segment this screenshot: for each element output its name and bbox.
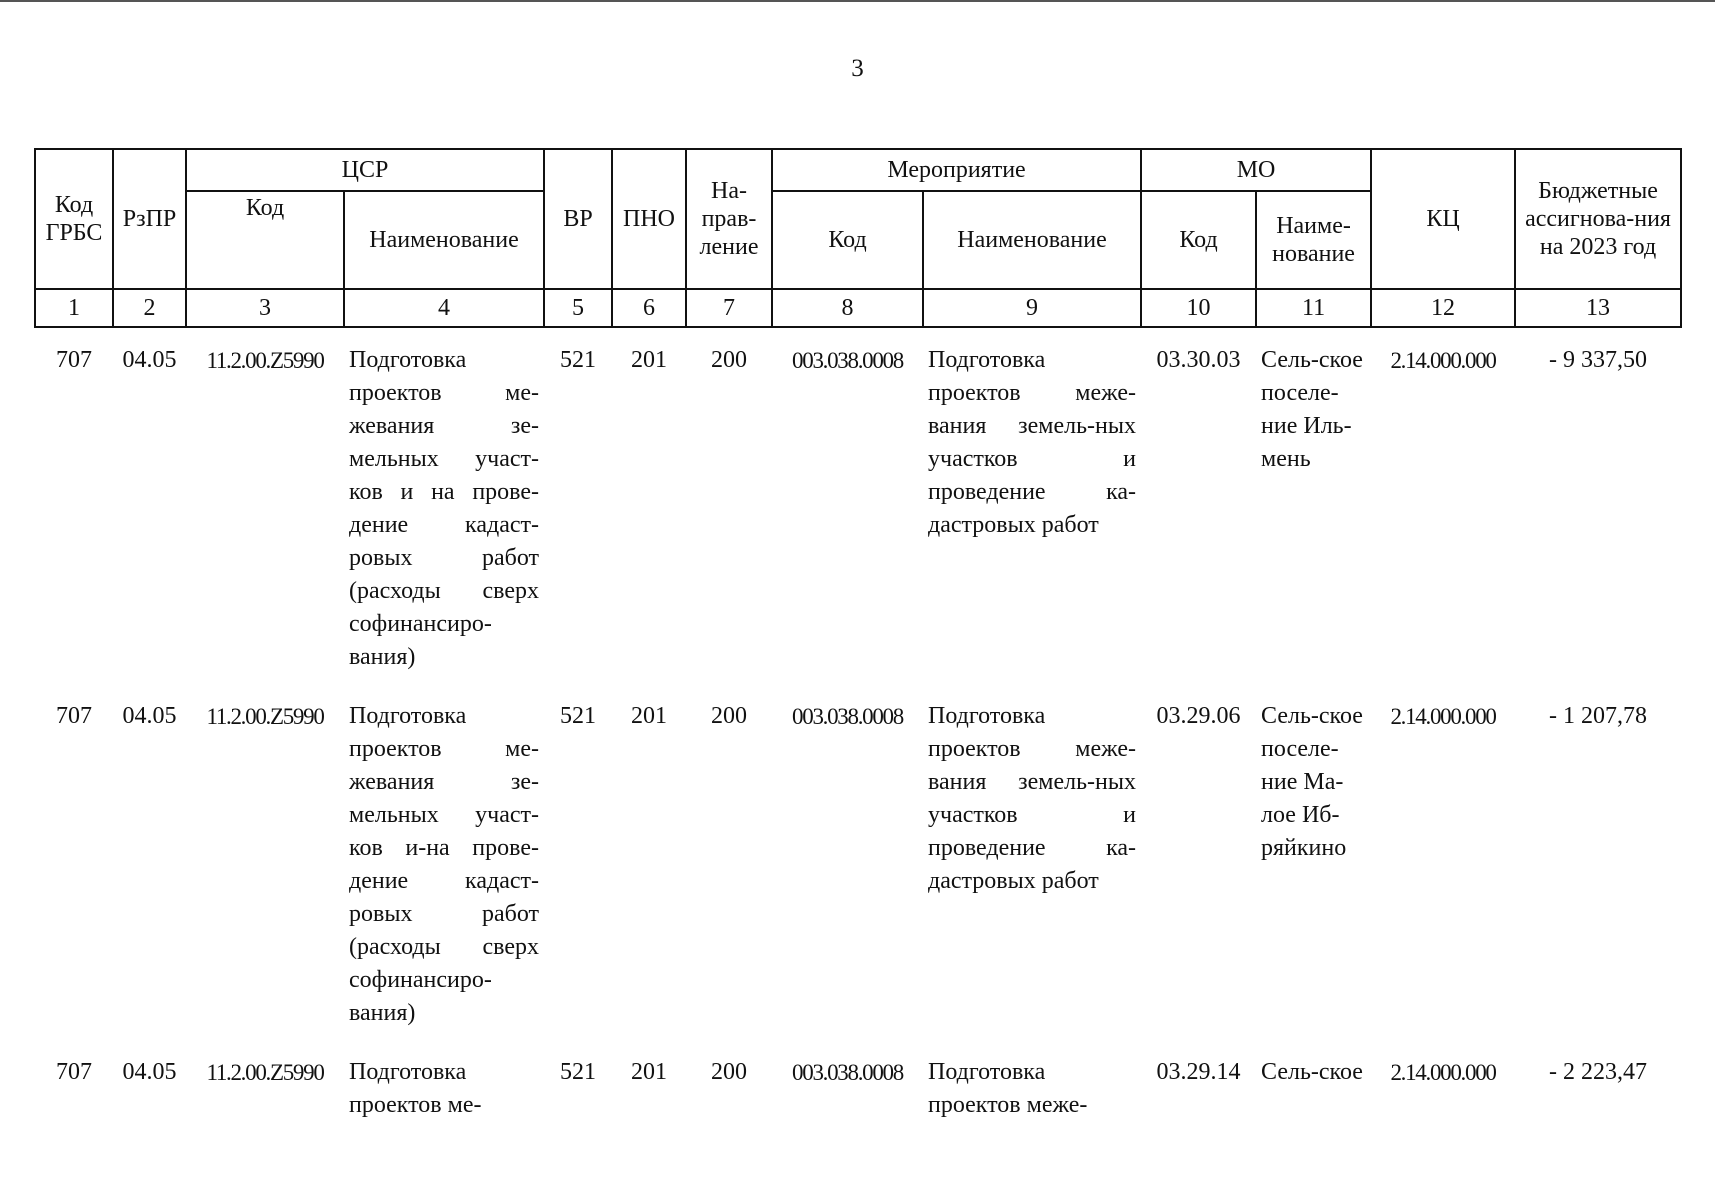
table-row — [35, 684, 1681, 1040]
header-csr-kod: Код — [186, 191, 344, 289]
cell-kc: 2.14.000.000 — [1390, 704, 1496, 729]
header-csr: ЦСР — [186, 149, 544, 191]
cell-mer-kod: 003.038.0008 — [792, 1060, 903, 1085]
column-number: 13 — [1515, 289, 1681, 327]
column-number: 11 — [1256, 289, 1371, 327]
header-rzpr: РзПР — [113, 149, 186, 289]
cell-mo-kod: 03.29.14 — [1156, 1059, 1241, 1085]
header-kc: КЦ — [1371, 149, 1515, 289]
header-vr: ВР — [544, 149, 612, 289]
cell-csr-name: Подготовка проектов ме-жевания зе-мельных участ-ков и на прове-дение кадаст-ровых работ (расходы сверх софинансиро-вания) — [349, 347, 539, 670]
column-number: 6 — [612, 289, 686, 327]
header-kod-grbs: Код ГРБС — [35, 149, 113, 289]
cell-pno: 201 — [631, 1059, 667, 1085]
column-number: 5 — [544, 289, 612, 327]
table-header-row-1 — [35, 149, 1681, 191]
page-number: 3 — [851, 55, 864, 82]
column-number: 12 — [1371, 289, 1515, 327]
cell-vr: 521 — [560, 703, 596, 729]
cell-mer-name: Подготовка проектов меже- — [928, 1059, 1088, 1118]
column-numbers-row — [35, 289, 1681, 327]
column-number: 7 — [686, 289, 772, 327]
column-number: 1 — [35, 289, 113, 327]
column-number: 8 — [772, 289, 923, 327]
column-number: 9 — [923, 289, 1141, 327]
cell-pno: 201 — [631, 347, 667, 373]
table-row — [35, 1040, 1681, 1132]
cell-amount: - 1 207,78 — [1549, 703, 1648, 729]
cell-amount: - 9 337,50 — [1549, 347, 1648, 373]
cell-vr: 521 — [560, 347, 596, 373]
header-mo-name: Наиме- нование — [1256, 191, 1371, 289]
cell-kod-grbs: 707 — [56, 703, 92, 729]
cell-mo-name: Сель-ское — [1261, 1059, 1363, 1085]
page-top-edge-line — [0, 0, 1715, 2]
header-mer-name: Наименование — [923, 191, 1141, 289]
header-meropriyatie: Мероприятие — [772, 149, 1141, 191]
cell-csr-kod: 11.2.00.Z5990 — [206, 348, 324, 373]
cell-pno: 201 — [631, 703, 667, 729]
header-budget: Бюджетные ассигнова-ния на 2023 год — [1515, 149, 1681, 289]
cell-rzpr: 04.05 — [122, 1059, 177, 1085]
cell-mer-name: Подготовка проектов меже-вания земель-ных участков и проведение ка-дастровых работ — [928, 703, 1137, 894]
cell-csr-name: Подготовка проектов ме- — [349, 1059, 482, 1118]
header-mer-kod: Код — [772, 191, 923, 289]
cell-vr: 521 — [560, 1059, 596, 1085]
cell-mer-kod: 003.038.0008 — [792, 348, 903, 373]
cell-napravlenie: 200 — [711, 703, 747, 729]
cell-mo-name: Сель-ское поселе-ние Ма-лое Иб-ряйкино — [1261, 703, 1363, 861]
cell-kod-grbs: 707 — [56, 347, 92, 373]
cell-amount: - 2 223,47 — [1549, 1059, 1648, 1085]
cell-rzpr: 04.05 — [122, 703, 177, 729]
cell-napravlenie: 200 — [711, 1059, 747, 1085]
cell-kc: 2.14.000.000 — [1390, 1060, 1496, 1085]
header-csr-name: Наименование — [344, 191, 544, 289]
cell-kc: 2.14.000.000 — [1390, 348, 1496, 373]
cell-napravlenie: 200 — [711, 347, 747, 373]
column-number: 10 — [1141, 289, 1256, 327]
header-napravlenie: На- прав- ление — [686, 149, 772, 289]
header-pno: ПНО — [612, 149, 686, 289]
budget-table — [34, 148, 1682, 1132]
cell-mer-name: Подготовка проектов меже-вания земель-ных участков и проведение ка-дастровых работ — [928, 347, 1137, 538]
cell-rzpr: 04.05 — [122, 347, 177, 373]
cell-mo-name: Сель-ское поселе-ние Иль-мень — [1261, 347, 1363, 472]
cell-kod-grbs: 707 — [56, 1059, 92, 1085]
cell-mo-kod: 03.30.03 — [1156, 347, 1241, 373]
cell-csr-kod: 11.2.00.Z5990 — [206, 704, 324, 729]
table-row — [35, 327, 1681, 684]
header-mo-kod: Код — [1141, 191, 1256, 289]
header-mo: МО — [1141, 149, 1371, 191]
cell-csr-name: Подготовка проектов ме-жевания зе-мельных участ-ков и-на прове-дение кадаст-ровых работ (расходы сверх софинансиро-вания) — [349, 703, 539, 1026]
cell-csr-kod: 11.2.00.Z5990 — [206, 1060, 324, 1085]
cell-mo-kod: 03.29.06 — [1156, 703, 1241, 729]
column-number: 2 — [113, 289, 186, 327]
column-number: 3 — [186, 289, 344, 327]
cell-mer-kod: 003.038.0008 — [792, 704, 903, 729]
column-number: 4 — [344, 289, 544, 327]
